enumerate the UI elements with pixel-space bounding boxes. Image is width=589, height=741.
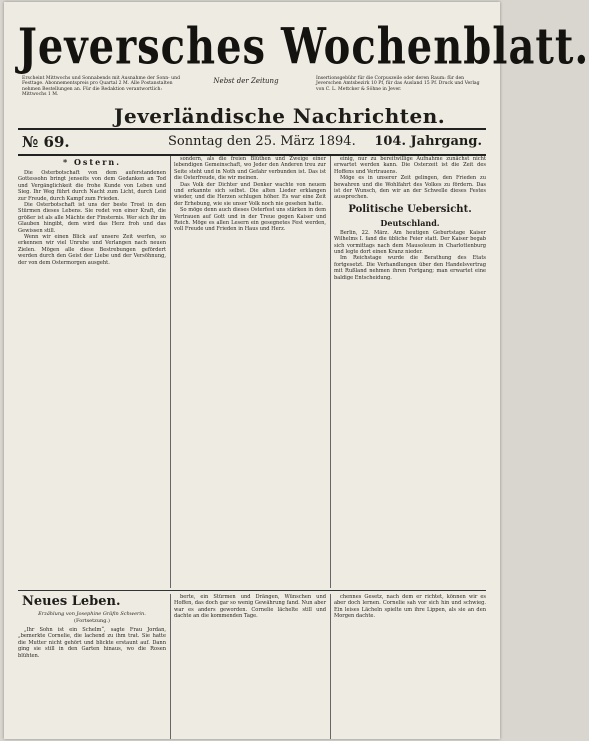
paragraph: berte, ein Stürmen und Drängen, Wünschen und Hoffen, das doch gar so wenig Gewährung fand. Nun aber war es anders geworden. Cornelie lächelte still und dachte an die kommenden Tage.	[174, 594, 326, 620]
issue-bar	[18, 128, 486, 156]
issue-date: Sonntag den 25. März 1894.	[168, 134, 356, 149]
article-columns	[18, 156, 486, 588]
column-2	[174, 156, 326, 233]
subhead-center: Nebst der Zeitung	[213, 77, 279, 85]
article-heading-ostern: * Ostern.	[62, 157, 122, 167]
paragraph: Wenn wir einen Blick auf unsere Zeit werfen, so erkennen wir viel Unruhe und Verlangen nach neuen Zielen. Mögen alle diese Bestrebungen gefördert werden durch den Geist der Liebe und der Versöhnung, der von dem Ostermorgen ausgeht.	[18, 234, 166, 266]
paragraph: Die Osterbotschaft ist uns der beste Trost in den Stürmen dieses Lebens. Sie redet von einer Kraft, die größer ist als alle Mächte der Finsternis. Wer sich ihr im Glauben hingibt, dem wird das Herz froh und das Gewissen still.	[18, 202, 166, 234]
feuilleton-column-3	[334, 594, 486, 620]
story-continuation: (Fortsetzung.)	[74, 618, 110, 624]
section-subheading-germany: Deutschland.	[380, 217, 440, 228]
masthead-title: Jeversches Wochenblatt.	[18, 17, 589, 76]
feuilleton-column-1	[18, 594, 166, 659]
paragraph: sondern, als die freien Blüthen und Zweige einer lebendigen Gemeinschaft, wo Jeder den Anderen treu zur Seite steht und in Noth und Gefahr verbunden ist. Das ist die Osterfreude, die wir meinen.	[174, 156, 326, 182]
paragraph: Möge es in unserer Zeit gelingen, den Frieden zu bewahren und die Wohlfahrt des Volkes zu fördern. Das ist der Wunsch, den wir an der Schwelle dieses Festes aussprechen.	[334, 175, 486, 201]
subhead-left: Erscheint Mittwochs und Sonnabends mit Ausnahme der Sonn- und Festtage. Abonnementspreis pro Quartal 2 M. Alle Postanstalten nehmen Bestellungen an. Für die Redaktion verantwortlich: Mittwochs 1 M.	[22, 76, 181, 98]
paragraph: So möge denn auch dieses Osterfest uns stärken in dem Vertrauen auf Gott und in der Treue gegen Kaiser und Reich. Möge es allen Lesern ein gesegnetes Fest werden, voll Freude und Frieden in Haus und Herz.	[174, 207, 326, 233]
paragraph: einig, nur zu bereitwillige Aufnahme zunächst nicht erwartet werden kann. Die Osterzeit ist die Zeit des Hoffens und Vertrauens.	[334, 156, 486, 175]
column-1	[18, 156, 166, 266]
issue-volume: 104. Jahrgang.	[374, 134, 482, 149]
paragraph: Im Reichstage wurde die Berathung des Etats fortgesetzt. Die Verhandlungen über den Handelsvertrag mit Rußland nehmen ihren Fortgang; man erwartet eine baldige Entscheidung.	[334, 255, 486, 281]
story-title: Neues Leben.	[22, 594, 121, 609]
feuilleton	[18, 594, 486, 739]
column-3	[334, 156, 486, 281]
section-rule	[18, 590, 486, 591]
paragraph: Das Volk der Dichter und Denker wachte von neuem und erkannte sich selbst. Die alten Lieder erklangen wieder, und die Herzen schlugen höher. Es war eine Zeit der Erhebung, wie sie unser Volk noch nie gesehen hatte.	[174, 181, 326, 207]
issue-number: № 69.	[22, 133, 70, 151]
feuilleton-column-2	[174, 594, 326, 620]
story-byline: Erzählung von Josephine Gräfin Schwerin.	[38, 611, 146, 617]
paragraph: Berlin, 22. März. Am heutigen Geburtstage Kaiser Wilhelms I. fand die übliche Feier statt. Der Kaiser begab sich vormittags nach dem Mausoleum in Charlottenburg und legte dort einen Kranz nieder.	[334, 229, 486, 256]
newspaper-page	[4, 2, 589, 739]
subhead-right: Insertionsgebühr für die Corpuszeile oder deren Raum: für den Jeverschen Amtsbezirk 10 Pf, für das Ausland 15 Pf. Druck und Verlag von C. L. Mettcker & Söhne in Jever.	[316, 76, 480, 92]
paragraph: Die Osterbotschaft von dem auferstandenen Gottessohn bringt jenseits von dem Gedanken an Tod und Vergänglichkeit die frohe Kunde von Leben und Sieg. Ihr Weg führt durch Nacht zum Licht, durch Leid zur Freude, durch Kampf zum Frieden.	[18, 170, 166, 202]
paragraph: „Ihr Sohn ist ein Schelm“, sagte Frau Jordan, „bemerkte Cornelie, die lachend zu ihm trat. Sie hatte die Mutter nicht gehört und blickte erstaunt auf. Dann ging sie still in den Garten hinaus, wo die Rosen blühten.	[18, 627, 166, 659]
subtitle: Jeverländische Nachrichten.	[114, 104, 446, 128]
paragraph: chennes Gesetz, nach dem er richtet, können wir es aber doch lernen. Cornelie sah vor sich hin und schwieg. Ein leises Lächeln spielte um ihre Lippen, als sie an den Morgen dachte.	[334, 594, 486, 620]
section-heading-politics: Politische Uebersicht.	[348, 203, 472, 215]
